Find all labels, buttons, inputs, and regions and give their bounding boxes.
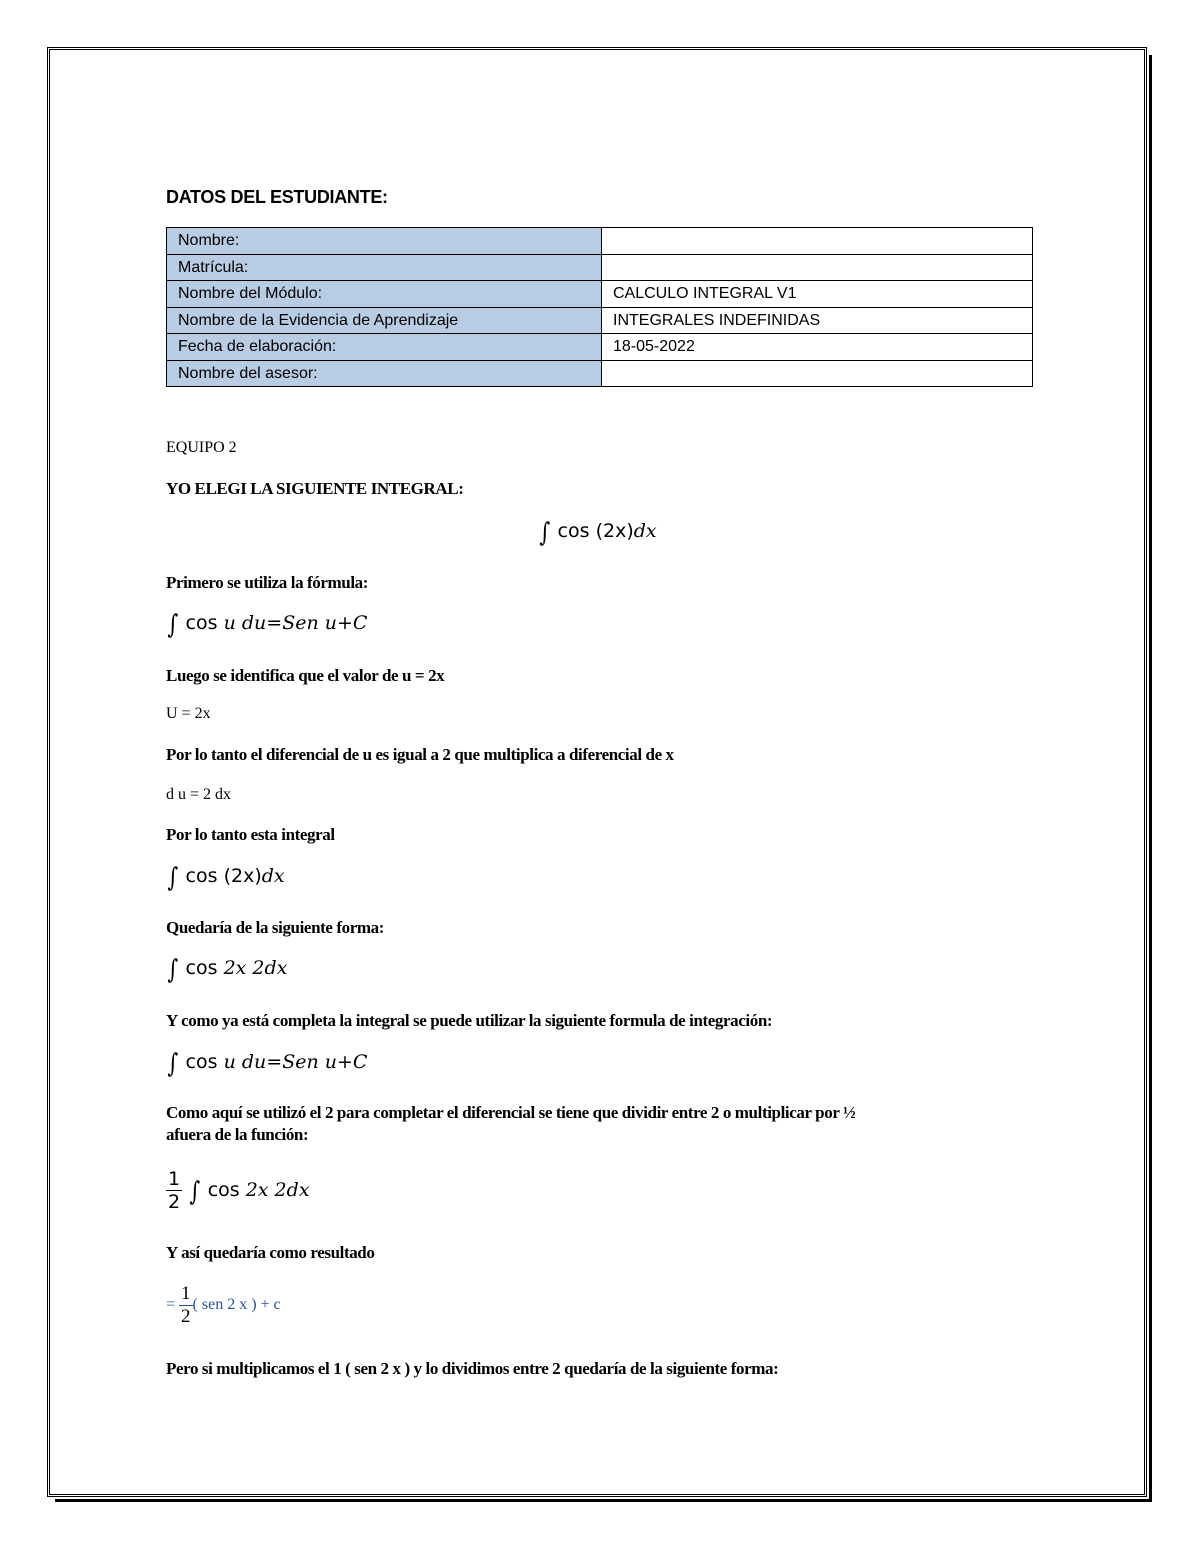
this-integral-text: Por lo tanto esta integral [166,825,335,844]
student-info-table [166,227,1033,387]
chosen-integral-heading: YO ELEGI LA SIGUIENTE INTEGRAL: [166,479,464,498]
table-row [167,360,1033,387]
differential-text: Por lo tanto el diferencial de u es igual a 2 que multiplica a diferencial de x [166,745,674,764]
table-row [167,334,1033,361]
table-value [602,254,1033,281]
table-label: Matrícula: [167,254,602,281]
integral-cos-2x-step: ∫ cos (2x)dx [167,863,285,893]
identify-u-text: Luego se identifica que el valor de u = 2x [166,666,445,685]
table-value [602,228,1033,255]
would-be-text: Quedaría de la siguiente forma: [166,918,385,937]
u-value: U = 2x [166,705,211,722]
integral-cos-2x-2dx: ∫ cos 2x 2dx [167,955,288,985]
formula-cos-u: ∫ cos u du=Sen u+C [167,610,368,640]
table-row [167,281,1033,308]
table-value: INTEGRALES INDEFINIDAS [602,307,1033,334]
table-row [167,228,1033,255]
du-value: d u = 2 dx [166,786,232,803]
student-data-heading: DATOS DEL ESTUDIANTE: [166,187,388,207]
half-integral: $\frac{1}{2}$ ∫ cos 2x 2dx [168,1168,310,1213]
table-value: CALCULO INTEGRAL V1 [602,281,1033,308]
table-label: Nombre: [167,228,602,255]
fraction-one-half: $\frac{1}{2}$ [168,1168,181,1213]
divide-text-line1: Como aquí se utilizó el 2 para completar el diferencial se tiene que dividir entre 2 o multiplicar por ½ [166,1103,856,1122]
table-row [167,254,1033,281]
divide-text-line2: afuera de la función: [166,1125,309,1144]
final-text: Pero si multiplicamos el 1 ( sen 2 x ) y lo dividimos entre 2 quedaría de la siguiente forma: [166,1359,779,1378]
team-label: EQUIPO 2 [166,439,237,456]
result-text: Y así quedaría como resultado [166,1243,375,1262]
table-label: Nombre del asesor: [167,360,602,387]
table-label: Fecha de elaboración: [167,334,602,361]
table-label: Nombre de la Evidencia de Aprendizaje [167,307,602,334]
integral-cos-2x: ∫ cos (2x)dx [539,518,657,548]
table-value [602,360,1033,387]
formula-intro: Primero se utiliza la fórmula: [166,573,369,592]
table-value: 18-05-2022 [602,334,1033,361]
complete-integral-text: Y como ya está completa la integral se puede utilizar la siguiente formula de integración: [166,1011,773,1030]
formula-cos-u-repeat: ∫ cos u du=Sen u+C [167,1049,368,1079]
table-label: Nombre del Módulo: [167,281,602,308]
fraction-one-half-result: $\frac{1}{2}$ [181,1283,191,1327]
table-row [167,307,1033,334]
result-expression: = $\frac{1}{2}$ ( sen 2 x ) + c [166,1283,281,1327]
